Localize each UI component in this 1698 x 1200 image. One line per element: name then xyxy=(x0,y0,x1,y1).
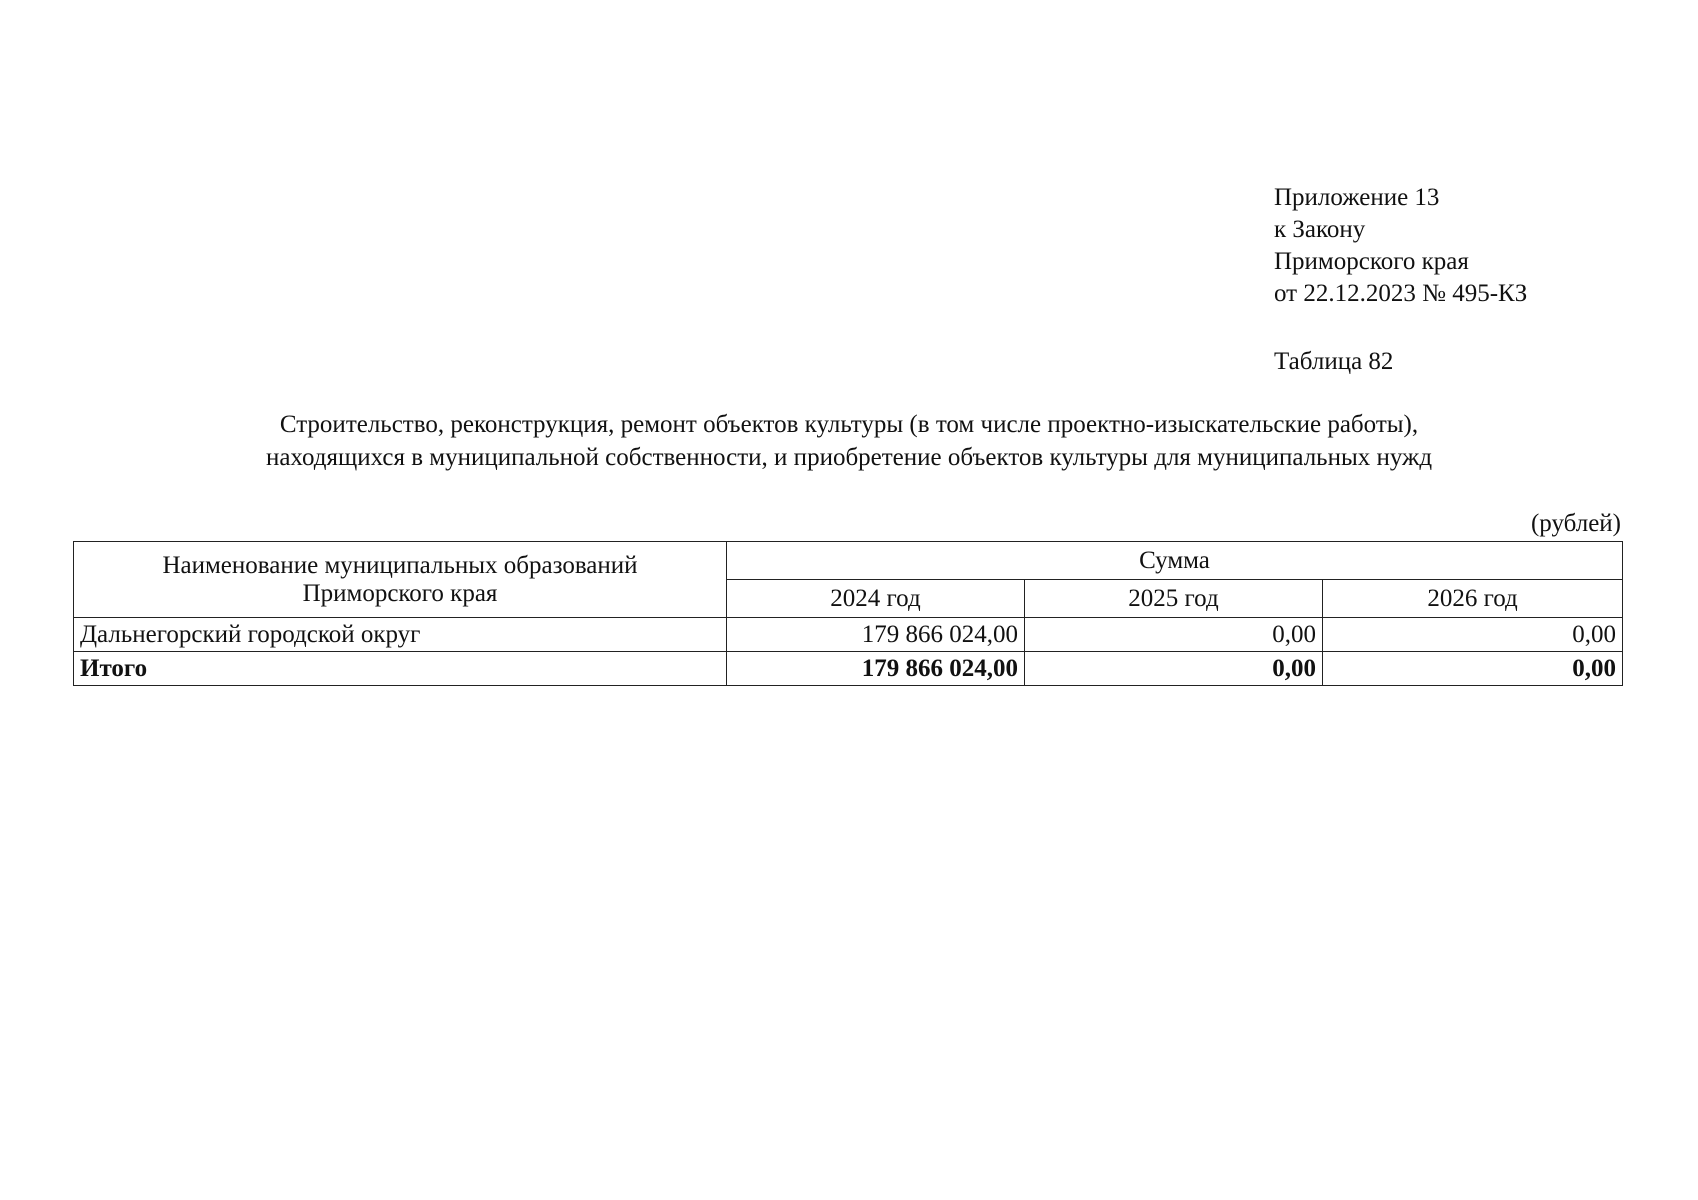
cell-total-2024: 179 866 024,00 xyxy=(727,652,1025,686)
appendix-reference xyxy=(1274,182,1527,310)
cell-total-2025: 0,00 xyxy=(1025,652,1323,686)
appendix-line-2: к Закону xyxy=(1274,216,1366,243)
cell-municipality: Дальнегорский городской округ xyxy=(74,618,727,652)
appendix-line-4: от 22.12.2023 № 495-КЗ xyxy=(1274,280,1528,307)
budget-table xyxy=(73,541,1623,686)
header-municipality-name xyxy=(74,542,727,618)
header-municipality-name-line-2: Приморского края xyxy=(302,579,498,607)
units-label: (рублей) xyxy=(1530,510,1621,537)
header-year-2026: 2026 год xyxy=(1323,580,1623,618)
cell-2024: 179 866 024,00 xyxy=(727,618,1025,652)
cell-total-label: Итого xyxy=(74,652,727,686)
document-title-line-2: находящихся в муниципальной собственности, и приобретение объектов культуры для муниципальных нужд xyxy=(265,444,1433,471)
table-header-row xyxy=(74,542,1623,580)
document-title xyxy=(0,408,1698,474)
cell-2025: 0,00 xyxy=(1025,618,1323,652)
appendix-line-1: Приложение 13 xyxy=(1274,184,1440,211)
header-year-2024: 2024 год xyxy=(727,580,1025,618)
cell-total-2026: 0,00 xyxy=(1323,652,1623,686)
appendix-line-3: Приморского края xyxy=(1274,248,1469,275)
cell-2026: 0,00 xyxy=(1323,618,1623,652)
table-row xyxy=(74,618,1623,652)
header-year-2025: 2025 год xyxy=(1025,580,1323,618)
table-total-row xyxy=(74,652,1623,686)
table-number: Таблица 82 xyxy=(1274,348,1394,375)
header-sum: Сумма xyxy=(727,542,1623,580)
header-municipality-name-line-1: Наименование муниципальных образований xyxy=(162,551,638,579)
document-title-line-1: Строительство, реконструкция, ремонт объектов культуры (в том числе проектно-изыскательские работы), xyxy=(279,411,1419,438)
